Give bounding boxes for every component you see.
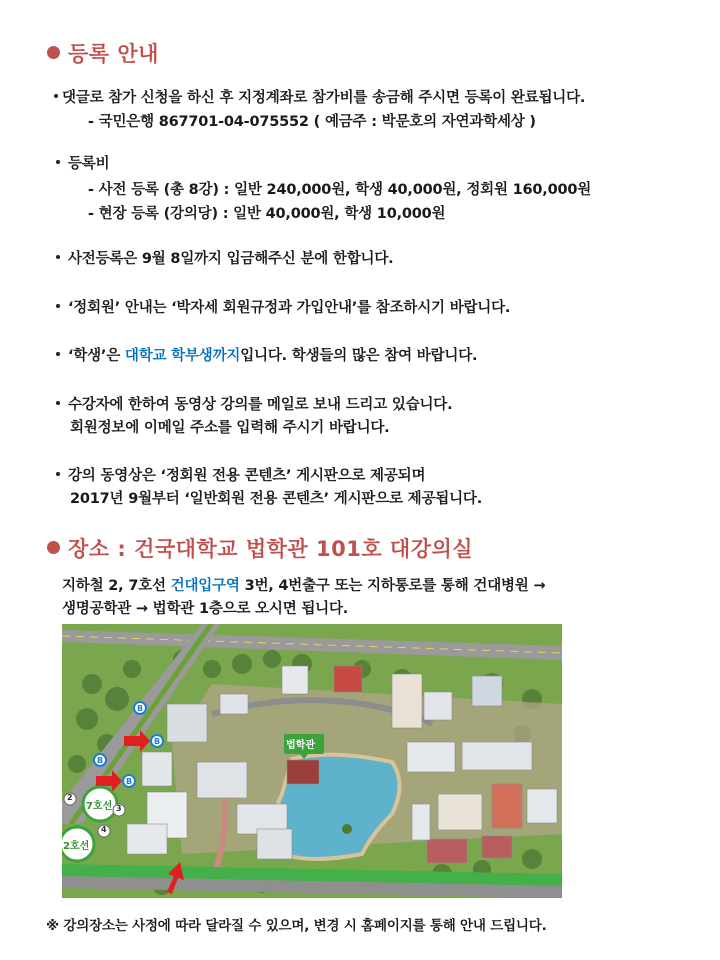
location-heading: [47, 533, 473, 563]
location-heading-text: 장소 : 건국대학교 법학관 101호 대강의실: [68, 537, 474, 561]
bank-account: - 국민은행 867701-04-075552 ( 예금주 : 박문호의 자연과학세상 ): [88, 114, 536, 130]
registration-heading-text: 등록 안내: [68, 42, 159, 66]
campus-map: [62, 624, 562, 898]
deadline-text: 사전등록은 9월 8일까지 입금해주신 분에 한합니다.: [68, 251, 394, 267]
bullet-icon: [56, 160, 60, 164]
member-info-text: ‘정회원’ 안내는 ‘박자세 회원규정과 가입안내’를 참조하시기 바랍니다.: [68, 300, 511, 316]
member-info-item: [56, 296, 510, 317]
fee-advance: - 사전 등록 (총 8강) : 일반 240,000원, 학생 40,000원, 정회원 160,000원: [88, 182, 592, 198]
deadline-item: [56, 247, 393, 268]
location-note: ※ 강의장소는 사정에 따라 달라질 수 있으며, 변경 시 홈페이지를 통해 안내 드립니다.: [46, 918, 547, 934]
fee-title-text: 등록비: [68, 156, 110, 172]
bullet-icon: [56, 401, 60, 405]
video-item: [56, 393, 452, 414]
directions-prefix: 지하철 2, 7호선: [62, 578, 171, 594]
student-item: [56, 344, 477, 365]
exit-2-label: 2: [67, 793, 73, 802]
directions-line-1: [62, 574, 545, 595]
intro-text: 댓글로 참가 신청을 하신 후 지정계좌로 참가비를 송금해 주시면 등록이 완료됩니다.: [62, 90, 586, 106]
bullet-icon: [56, 255, 60, 259]
bullet-icon: [56, 304, 60, 308]
exit-4-label: 4: [101, 825, 107, 834]
line2-label: 2호선: [63, 841, 90, 852]
content-line-1: 강의 동영상은 ‘정회원 전용 콘텐츠’ 게시판으로 제공되며: [68, 468, 426, 484]
line7-label: 7호선: [86, 801, 113, 812]
bullet-icon: [56, 472, 60, 476]
video-line-2: 회원정보에 이메일 주소를 입력해 주시기 바랍니다.: [70, 420, 390, 436]
exit-3-label: 3: [116, 804, 122, 813]
svg-text:B: B: [125, 777, 133, 786]
fee-onsite: - 현장 등록 (강의당) : 일반 40,000원, 학생 10,000원: [88, 206, 446, 222]
fee-title: [56, 152, 109, 173]
bullet-icon: [56, 352, 60, 356]
student-highlight: 대학교 학부생까지: [124, 348, 241, 364]
directions-line-2: 생명공학관 → 법학관 1층으로 오시면 됩니다.: [62, 601, 349, 617]
bullet-icon: [54, 94, 58, 98]
station-highlight: 건대입구역: [170, 578, 240, 594]
svg-text:B: B: [136, 704, 144, 713]
student-suffix: 입니다. 학생들의 많은 참여 바랍니다.: [240, 348, 478, 364]
svg-text:B: B: [96, 756, 104, 765]
law-building-label: 법학관: [286, 740, 315, 751]
video-line-1: 수강자에 한하여 동영상 강의를 메일로 보내 드리고 있습니다.: [68, 397, 453, 413]
heading-bullet-icon: [47, 541, 60, 554]
registration-heading: [47, 38, 159, 68]
content-item: [56, 464, 425, 485]
heading-bullet-icon: [47, 46, 60, 59]
directions-suffix: 3번, 4번출구 또는 지하통로를 통해 건대병원 →: [239, 578, 546, 594]
student-prefix: ‘학생’은: [68, 348, 125, 364]
content-line-2: 2017년 9월부터 ‘일반회원 전용 콘텐츠’ 게시판으로 제공됩니다.: [70, 491, 483, 507]
svg-text:B: B: [153, 737, 161, 746]
registration-intro: [54, 86, 585, 107]
